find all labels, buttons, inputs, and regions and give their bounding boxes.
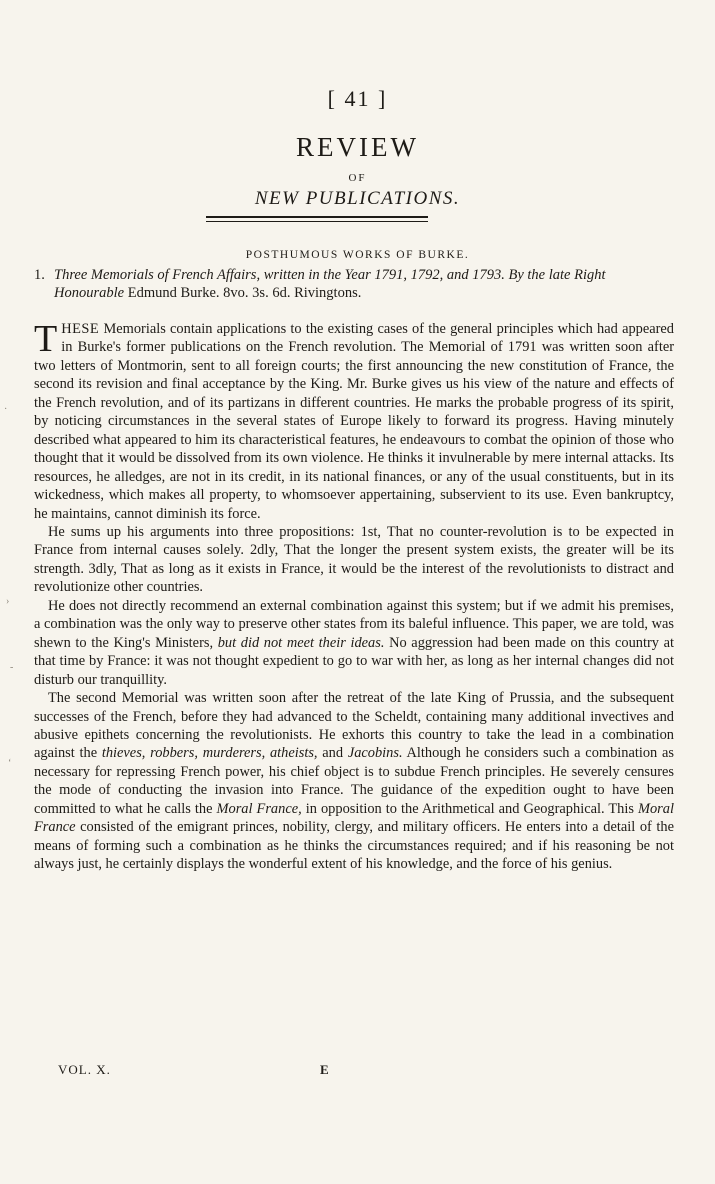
entry-publisher: Rivingtons. bbox=[294, 285, 362, 301]
page-subtitle: NEW PUBLICATIONS. bbox=[254, 188, 461, 209]
entry-by: By the late Right Honourable bbox=[54, 267, 606, 301]
entry-format: 8vo. 3s. 6d. bbox=[223, 285, 291, 301]
paragraph-4-text-b: Although he considers such a combination as necessary for repressing French power, his chief object is to subdue French principles. He severely censures the mode of conducting the invasion into France. The guidance of the expedition ought to have been committed to what he calls the bbox=[34, 745, 674, 817]
entry-number: 1. bbox=[34, 267, 45, 283]
paragraph-1-lead: HESE bbox=[61, 321, 100, 337]
page-footer bbox=[58, 1062, 678, 1078]
paragraph-4-text-a: The second Memorial was written soon after the retreat of the late King of Prussia, and the subsequent successes of the French, before they had advanced to the Scheldt, containing many additional invectives and abusive epithets concerning the revolutionists. He exhorts this country to take the lead in a combination against the bbox=[34, 690, 674, 762]
page-title: REVIEW bbox=[296, 132, 419, 162]
paragraph-1 bbox=[34, 320, 674, 523]
margin-mark: · bbox=[4, 404, 8, 415]
paragraph-3-text-b: No aggression had been made on this country at that time by France: it was not thought expedient to go to war with her, as long as her internal changes did not disturb our tranquillity. bbox=[34, 634, 674, 688]
book-entry bbox=[34, 266, 674, 302]
signature-mark: E bbox=[320, 1062, 330, 1077]
paragraph-4-and: and bbox=[322, 745, 344, 762]
entry-title: Three Memorials of French Affairs, written in the Year 1791, 1792, and 1793. bbox=[54, 267, 505, 283]
review-body bbox=[34, 320, 674, 874]
page-number: [ 41 ] bbox=[327, 86, 388, 111]
entry-citation bbox=[54, 266, 674, 302]
paragraph-4-italic-3: Moral France, bbox=[216, 800, 302, 817]
title-rule-thick bbox=[206, 216, 428, 218]
paragraph-4-text-c: in opposition to the Arithmetical and Geographical. This bbox=[305, 800, 634, 817]
paragraph-1-text: Memorials contain applications to the existing cases of the general principles which had appeared in Burke's former publications on the French revolution. The Memorial of 1791 was written soon after two letters of Montmorin, sent to all foreign courts; the first announcing the new constitution of France, the second its revision and final acceptance by the King. Mr. Burke gives us his view of the nature and effects of the French revolution, and of its partizans in different countries. He marks the probable progress of its spirit, by noticing circumstances in the several states of Europe likely to forward its progress. Having minutely described what appeared to him its characteristical features, he endeavours to combat the opinion of those who thought that it would be dissolved from its own violence. He thinks it invulnerable by mere internal attacks. Its resources, he alledges, are not in its credit, in its national finances, or any of the usual constituents, but in its wickedness, which makes all property, to whomsoever appertaining, subservient to its use. Even bankruptcy, he maintains, cannot diminish its force. bbox=[34, 321, 674, 522]
entry-author: Edmund Burke. bbox=[127, 285, 220, 301]
paragraph-4-italic-4: Moral France bbox=[34, 800, 674, 836]
paragraph-3-text-a: He does not directly recommend an external combination against this system; but if we admit his premises, a combination was the only way to preserve other states from its baleful influence. This paper, we are told, was shewn to the King's Ministers, bbox=[34, 597, 674, 651]
paragraph-4-italic-2: Jacobins. bbox=[347, 745, 403, 762]
paragraph-4 bbox=[34, 689, 674, 874]
volume-label: VOL. X. bbox=[58, 1062, 111, 1077]
title-connector: OF bbox=[348, 172, 367, 184]
paragraph-3 bbox=[34, 597, 674, 689]
paragraph-4-text-d: consisted of the emigrant princes, nobility, clergy, and military officers. He enters into a detail of the means of forming such a combination as he thinks the circumstances required; and if his reasoning be not always just, he certainly displays the wonderful extent of his knowledge, and the force of his genius. bbox=[34, 819, 674, 873]
paragraph-4-italic-1: thieves, robbers, murderers, atheists, bbox=[101, 745, 318, 762]
drop-cap: T bbox=[34, 318, 58, 360]
paragraph-3-italic: but did not meet their ideas. bbox=[217, 634, 385, 651]
margin-mark: › bbox=[6, 596, 10, 607]
section-heading: POSTHUMOUS WORKS OF BURKE. bbox=[245, 249, 470, 261]
margin-mark: ‘ bbox=[8, 758, 12, 769]
title-rule-thin bbox=[206, 221, 428, 222]
margin-mark: - bbox=[10, 662, 14, 673]
paragraph-2: He sums up his arguments into three propositions: 1st, That no counter-revolution is to be expected in France from internal causes solely. 2dly, That the longer the present system exists, the greater will be its strength. 3dly, That as long as it exists in France, it would be the interest of the revolutionists to distract and revolutionize other countries. bbox=[34, 523, 674, 596]
